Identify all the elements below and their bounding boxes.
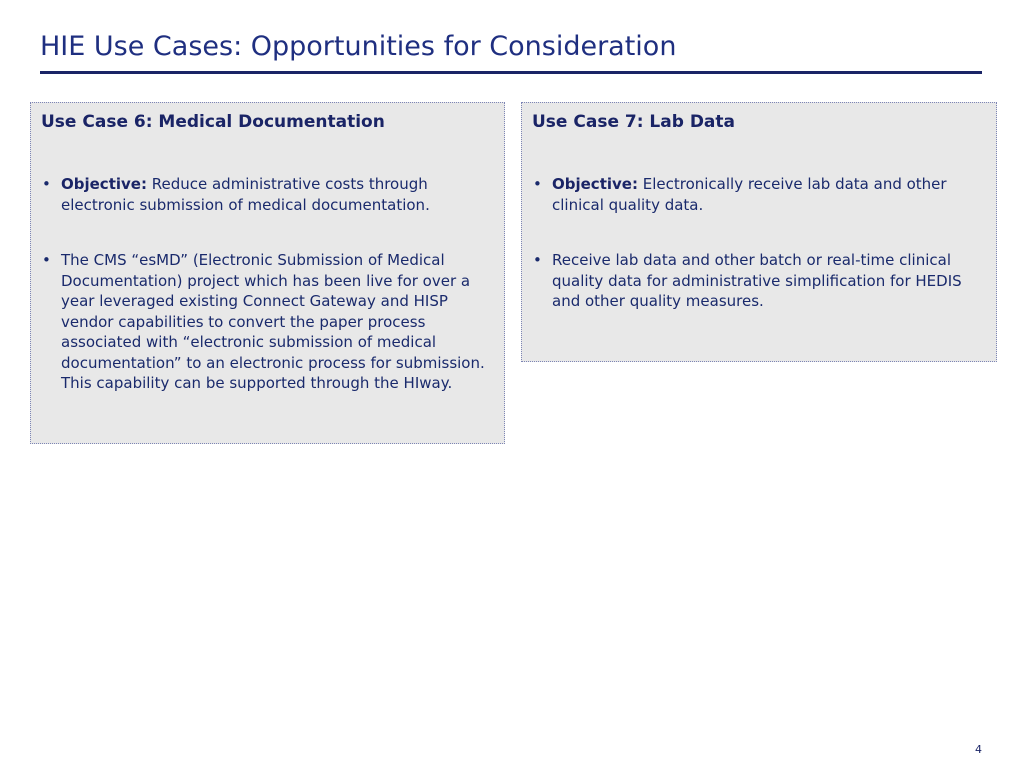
title-divider [40, 71, 982, 74]
use-case-7-heading: Use Case 7: Lab Data [532, 112, 736, 132]
bullet-icon: • [42, 251, 51, 269]
use-case-7-box [521, 102, 997, 362]
use-case-7-objective [532, 174, 978, 215]
detail-text: Receive lab data and other batch or real-time clinical quality data for administrative simplification for HEDIS and other quality measures. [552, 251, 962, 310]
use-case-6-bullets [41, 174, 486, 394]
use-case-7-bullets [532, 174, 978, 312]
objective-label: Objective: [552, 175, 638, 193]
bullet-icon: • [42, 175, 51, 193]
use-case-6-detail [41, 250, 486, 394]
objective-text: Electronically receive lab data and other clinical quality data. [552, 175, 947, 214]
detail-text: The CMS “esMD” (Electronic Submission of Medical Documentation) project which has been live for over a year leveraged existing Connect Gateway and HISP vendor capabilities to convert the paper process associated with “electronic submission of medical documentation” to an electronic process for submission. This capability can be supported through the HIway. [61, 251, 485, 392]
use-case-6-heading: Use Case 6: Medical Documentation [41, 112, 385, 132]
page-number: 4 [975, 743, 982, 756]
objective-label: Objective: [61, 175, 147, 193]
slide-title: HIE Use Cases: Opportunities for Consideration [40, 31, 677, 62]
bullet-icon: • [533, 175, 542, 193]
use-case-6-objective [41, 174, 486, 215]
bullet-icon: • [533, 251, 542, 269]
objective-text: Reduce administrative costs through electronic submission of medical documentation. [61, 175, 430, 214]
use-case-6-box [30, 102, 505, 444]
use-case-7-detail [532, 250, 978, 312]
